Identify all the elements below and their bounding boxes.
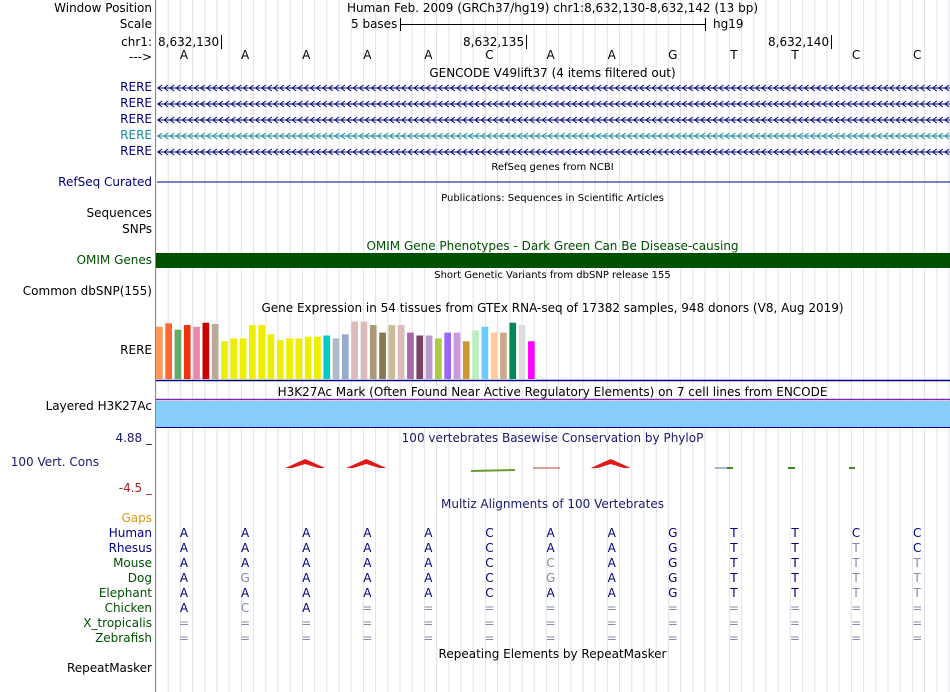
multiz-base: A [424,541,433,555]
multiz-base: = [362,631,373,645]
repeatmasker-label[interactable]: RepeatMasker [66,661,152,675]
gtex-tissue-bar[interactable] [370,325,377,379]
dbsnp-title[interactable]: Short Genetic Variants from dbSNP release 155 [434,270,671,281]
multiz-base: = [851,601,862,615]
multiz-base: G [668,571,678,585]
multiz-base: A [607,556,616,570]
multiz-base: A [424,556,433,570]
gtex-tissue-bar[interactable] [398,325,405,379]
gtex-tissue-bar[interactable] [268,334,275,379]
multiz-base: G [668,556,678,570]
phylop-title[interactable]: 100 vertebrates Basewise Conservation by PhyloP [401,431,704,445]
gencode-title[interactable]: GENCODE V49lift37 (4 items filtered out) [429,66,676,80]
gtex-tissue-bar[interactable] [463,341,470,379]
gtex-tissue-bar[interactable] [212,324,219,379]
scale-text: 5 bases [351,17,398,31]
multiz-base: C [485,556,494,570]
multiz-base: T [730,556,738,570]
multiz-species-label[interactable]: Elephant [98,586,152,600]
base-letter: A [607,48,616,62]
multiz-base: C [851,526,861,540]
base-letter: T [791,48,799,62]
dbsnp-label[interactable]: Common dbSNP(155) [22,284,152,298]
gtex-tissue-bar[interactable] [407,333,414,379]
multiz-base: A [546,541,555,555]
base-letter: C [485,48,494,62]
gtex-tissue-bar[interactable] [175,330,182,379]
multiz-base: = [240,616,251,630]
window-position-text[interactable]: Human Feb. 2009 (GRCh37/hg19) chr1:8,632,130-8,632,142 (13 bp) [346,1,759,15]
gencode-item-label[interactable]: RERE [120,112,152,126]
multiz-species-label[interactable]: Zebrafish [95,631,152,645]
h3k27ac-signal[interactable] [156,401,950,427]
multiz-species-label[interactable]: Mouse [113,556,152,570]
multiz-base: C [485,541,494,555]
refseq-title[interactable]: RefSeq genes from NCBI [491,162,614,173]
scale-label: Scale [119,17,152,31]
gtex-tissue-bar[interactable] [528,341,535,379]
multiz-base: A [363,526,372,540]
multiz-base: = [484,616,495,630]
multiz-base: G [545,571,556,585]
gencode-transcript[interactable] [157,101,950,107]
multiz-base: A [607,571,616,585]
gtex-tissue-bar[interactable] [444,333,451,379]
gtex-tissue-bar[interactable] [258,325,265,379]
label-separator [155,0,156,692]
base-letter: A [546,48,555,62]
multiz-base: T [730,526,738,540]
base-letter: A [302,48,311,62]
omim-gene-bar[interactable] [156,253,950,268]
gtex-tissue-bar[interactable] [305,337,312,379]
base-letter: G [668,48,678,62]
refseq-label[interactable]: RefSeq Curated [58,175,152,189]
multiz-base: A [240,541,250,555]
gtex-tissue-bar[interactable] [426,336,433,380]
phylop-min-label: -4.5 _ [118,481,152,495]
track-graphics[interactable] [155,0,950,692]
gtex-tissue-bar[interactable] [472,330,479,379]
multiz-base: A [240,526,250,540]
gtex-tissue-bar[interactable] [323,336,330,380]
multiz-base: T [913,571,921,585]
gtex-tissue-bar[interactable] [296,338,303,379]
multiz-base: G [240,571,250,585]
gtex-tissue-bar[interactable] [230,338,237,379]
multiz-base: T [730,586,738,600]
multiz-base: = [301,616,312,630]
base-letter: T [730,48,738,62]
multiz-base: A [302,571,311,585]
multiz-base: = [728,601,739,615]
gtex-title[interactable]: Gene Expression in 54 tissues from GTEx RNA-seq of 17382 samples, 948 donors (V8, Aug 2019) [261,301,844,315]
multiz-base: = [545,631,556,645]
h3k27ac-title[interactable]: H3K27Ac Mark (Often Found Near Active Regulatory Elements) on 7 cell lines from ENCODE [277,385,828,399]
multiz-base: A [546,586,555,600]
multiz-base: = [790,616,801,630]
publications-label[interactable]: Sequences [86,206,152,220]
chrom-label: chr1: [121,35,152,49]
multiz-base: = [606,601,617,615]
multiz-base: C [485,571,494,585]
multiz-base: = [362,601,373,615]
multiz-base: = [545,616,556,630]
strand-label: ---> [128,50,152,64]
gtex-tissue-bar[interactable] [379,333,386,379]
multiz-base: = [851,631,862,645]
multiz-base: T [791,526,799,540]
gtex-tissue-bar[interactable] [277,340,284,379]
coord-tick-2: 8,632,135 [463,35,527,49]
gencode-transcript[interactable] [157,85,950,91]
multiz-species-label[interactable]: Rhesus [108,541,152,555]
gtex-tissue-bar[interactable] [509,323,516,379]
multiz-base: T [852,541,860,555]
gaps-label[interactable]: Gaps [121,511,152,525]
multiz-base: = [790,631,801,645]
multiz-base: A [424,526,433,540]
gtex-tissue-bar[interactable] [165,323,172,379]
multiz-base: C [912,541,922,555]
gtex-tissue-bar[interactable] [314,337,321,379]
multiz-base: A [546,526,555,540]
multiz-base: G [668,586,678,600]
multiz-base: A [302,526,311,540]
base-letter: A [363,48,372,62]
multiz-base: T [852,586,860,600]
multiz-base: A [424,571,433,585]
gtex-tissue-bar[interactable] [221,341,228,379]
multiz-base: T [913,556,921,570]
publications-title[interactable]: Publications: Sequences in Scientific Articles [441,193,664,204]
multiz-base: T [913,586,921,600]
multiz-base: = [423,631,434,645]
multiz-base: A [607,526,616,540]
gtex-tissue-bar[interactable] [342,334,349,379]
multiz-base: G [668,526,678,540]
omim-label[interactable]: OMIM Genes [76,253,152,267]
multiz-base: T [791,541,799,555]
gencode-item-label[interactable]: RERE [120,128,152,142]
multiz-base: A [179,571,189,585]
multiz-base: = [301,631,312,645]
multiz-base: T [791,586,799,600]
multiz-base: A [302,601,311,615]
gencode-item-label[interactable]: RERE [120,144,152,158]
multiz-base: A [363,541,372,555]
multiz-base: C [912,526,922,540]
phylop-label[interactable]: 100 Vert. Cons [10,455,99,469]
multiz-base: = [240,631,251,645]
gencode-item-label[interactable]: RERE [120,80,152,94]
multiz-base: A [240,556,250,570]
gtex-tissue-bar[interactable] [454,333,461,379]
multiz-species-label[interactable]: Human [108,526,152,540]
scale-db: hg19 [713,17,744,31]
base-letter: A [424,48,433,62]
multiz-title[interactable]: Multiz Alignments of 100 Vertebrates [440,497,665,511]
multiz-base: A [179,556,189,570]
coord-tick-1: 8,632,130 [158,35,222,49]
gtex-tissue-bar[interactable] [203,323,210,379]
multiz-base: = [362,616,373,630]
omim-title[interactable]: OMIM Gene Phenotypes - Dark Green Can Be Disease-causing [366,239,739,253]
multiz-base: A [179,541,189,555]
base-letter: C [912,48,922,62]
gencode-transcript[interactable] [157,133,950,139]
multiz-base: T [791,571,799,585]
multiz-base: = [790,601,801,615]
multiz-base: C [546,556,555,570]
multiz-base: = [667,616,678,630]
gencode-transcript[interactable] [157,117,950,123]
multiz-base: = [423,601,434,615]
multiz-base: A [179,586,189,600]
multiz-base: = [667,601,678,615]
repeatmasker-title[interactable]: Repeating Elements by RepeatMasker [438,647,667,661]
multiz-species-label[interactable]: Dog [127,571,152,585]
phylop-signal[interactable] [285,459,855,471]
gtex-tissue-bar[interactable] [333,338,340,379]
multiz-base: = [423,616,434,630]
multiz-base: C [485,526,494,540]
multiz-species-label[interactable]: Chicken [104,601,152,615]
multiz-base: = [728,616,739,630]
base-letter: A [240,48,250,62]
base-letter: C [851,48,861,62]
gtex-tissue-bar[interactable] [184,325,191,379]
phylop-max-label: 4.88 _ [115,431,152,445]
multiz-base: T [852,571,860,585]
gtex-tissue-bar[interactable] [500,333,507,379]
gtex-tissue-bar[interactable] [491,333,498,379]
multiz-base: A [179,526,189,540]
multiz-base: = [912,631,923,645]
multiz-base: = [606,616,617,630]
multiz-base: = [728,631,739,645]
gtex-tissue-bar[interactable] [389,325,396,379]
base-letter: A [179,48,189,62]
gtex-tissue-bar[interactable] [193,327,200,379]
multiz-base: T [730,571,738,585]
multiz-base: A [607,586,616,600]
gtex-tissue-bar[interactable] [240,338,247,379]
multiz-base: A [363,556,372,570]
multiz-base: = [484,601,495,615]
multiz-base: = [606,631,617,645]
coord-tick-3: 8,632,140 [768,35,832,49]
multiz-base: T [852,556,860,570]
multiz-base: T [791,556,799,570]
gtex-tissue-bar[interactable] [416,336,423,380]
multiz-base: A [302,586,311,600]
multiz-base: = [179,631,190,645]
multiz-base: G [668,541,678,555]
multiz-base: = [912,616,923,630]
gtex-tissue-bar[interactable] [249,325,256,379]
multiz-base: A [302,541,311,555]
multiz-base: = [667,631,678,645]
multiz-base: A [179,601,189,615]
multiz-base: = [179,616,190,630]
multiz-base: A [240,586,250,600]
gtex-tissue-bar[interactable] [361,322,368,379]
gtex-tissue-bar[interactable] [519,325,526,379]
multiz-base: = [912,601,923,615]
gtex-tissue-bar[interactable] [156,327,163,379]
multiz-base: A [363,571,372,585]
multiz-base: A [424,586,433,600]
multiz-base: A [363,586,372,600]
multiz-base: T [730,541,738,555]
multiz-base: C [240,601,250,615]
multiz-species-label[interactable]: X_tropicalis [83,616,152,630]
snps-label[interactable]: SNPs [122,222,152,236]
multiz-base: C [485,586,494,600]
gtex-tissue-bar[interactable] [482,327,489,379]
window-position-label: Window Position [54,1,152,15]
gtex-tissue-bar[interactable] [435,338,442,379]
gencode-item-label[interactable]: RERE [120,96,152,110]
gencode-transcript[interactable] [157,149,950,155]
gtex-tissue-bar[interactable] [286,338,293,379]
multiz-base: A [302,556,311,570]
multiz-base: = [851,616,862,630]
multiz-base: A [607,541,616,555]
h3k27ac-label[interactable]: Layered H3K27Ac [45,399,152,413]
multiz-base: = [545,601,556,615]
gtex-tissue-bar[interactable] [351,322,358,379]
gtex-label[interactable]: RERE [120,343,152,357]
multiz-base: = [484,631,495,645]
